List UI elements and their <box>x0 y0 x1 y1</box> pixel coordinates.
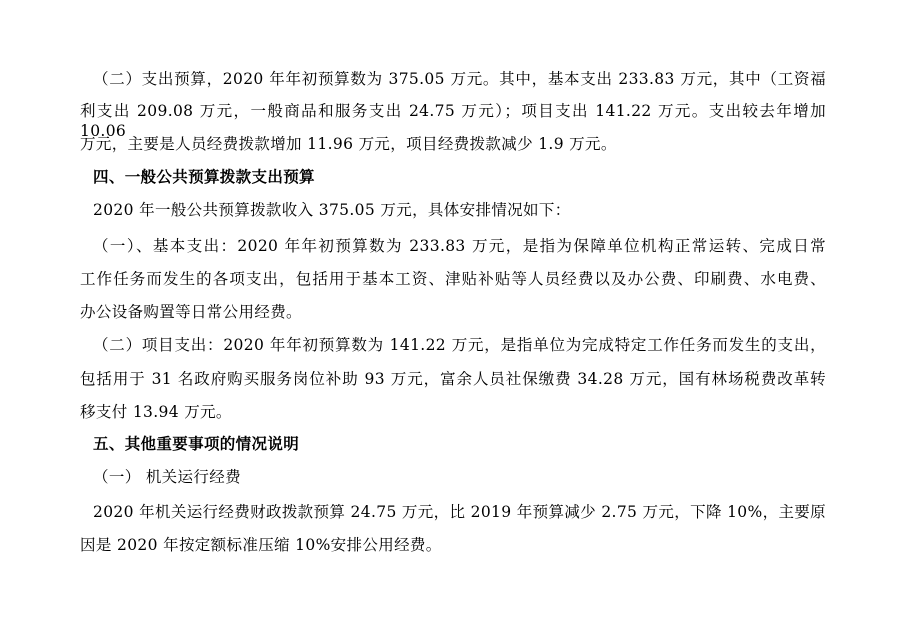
section-four-heading: 四、一般公共预算拨款支出预算 <box>93 167 315 186</box>
expenditure-budget-line-2: 利支出 209.08 万元，一般商品和服务支出 24.75 万元）；项目支出 141.22 万元。支出较去年增加 10.06 <box>80 102 826 140</box>
project-expenditure-line-1: （二）项目支出：2020 年年初预算数为 141.22 万元，是指单位为完成特定工作任务而发生的支出， <box>93 336 826 354</box>
project-expenditure-line-2: 包括用于 31 名政府购买服务岗位补助 93 万元，富余人员社保缴费 34.28 万元，国有林场税费改革转 <box>80 370 826 388</box>
general-budget-intro: 2020 年一般公共预算拨款收入 375.05 万元，具体安排情况如下： <box>93 201 571 219</box>
expenditure-budget-line-1: （二）支出预算，2020 年年初预算数为 375.05 万元。其中，基本支出 233.83 万元，其中（工资福 <box>93 70 826 88</box>
operating-expenses-line-2: 因是 2020 年按定额标准压缩 10%安排公用经费。 <box>80 536 442 554</box>
expenditure-budget-line-3: 万元，主要是人员经费拨款增加 11.96 万元，项目经费拨款减少 1.9 万元。 <box>80 135 617 153</box>
project-expenditure-line-3: 移支付 13.94 万元。 <box>80 403 232 421</box>
basic-expenditure-line-2: 工作任务而发生的各项支出，包括用于基本工资、津贴补贴等人员经费以及办公费、印刷费、水电费、 <box>80 270 826 288</box>
basic-expenditure-line-1: （一）、基本支出：2020 年年初预算数为 233.83 万元，是指为保障单位机构正常运转、完成日常 <box>93 237 826 255</box>
section-five-heading: 五、其他重要事项的情况说明 <box>93 434 300 453</box>
operating-expenses-line-1: 2020 年机关运行经费财政拨款预算 24.75 万元，比 2019 年预算减少 2.75 万元，下降 10%，主要原 <box>93 503 826 521</box>
operating-expenses-subheading: （一） 机关运行经费 <box>93 468 241 486</box>
basic-expenditure-line-3: 办公设备购置等日常公用经费。 <box>80 303 302 321</box>
